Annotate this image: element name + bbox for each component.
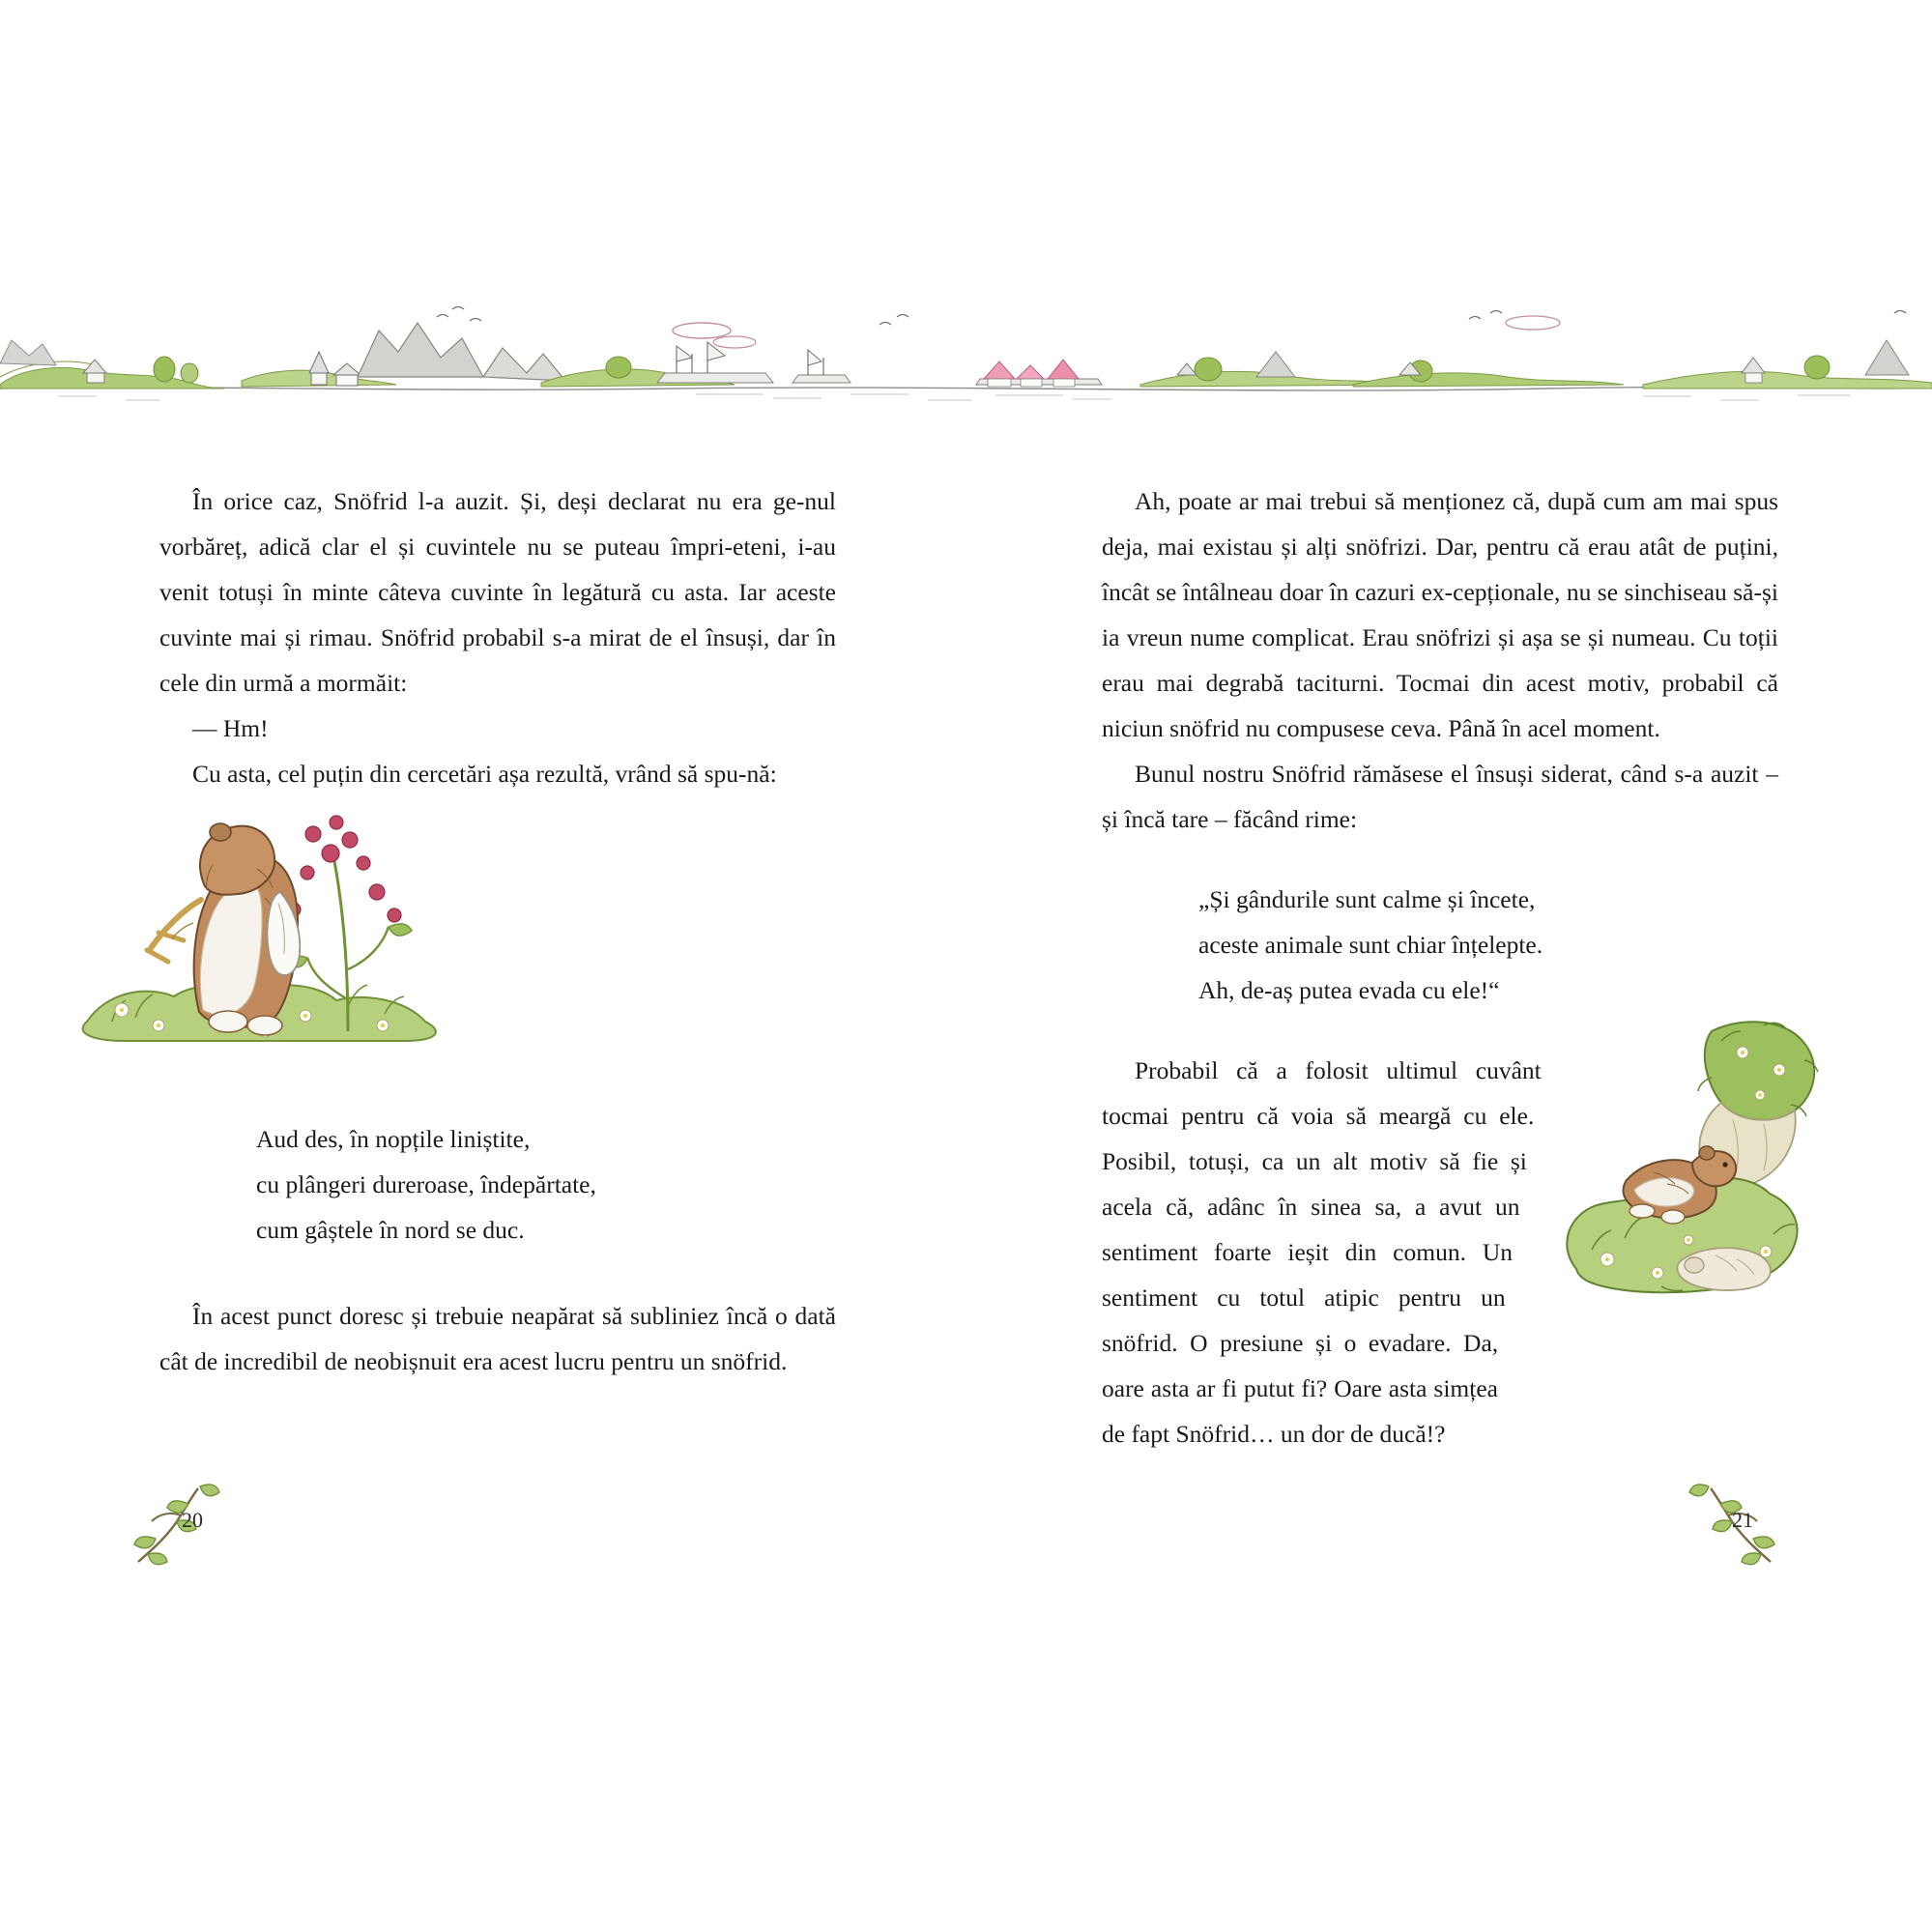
paragraph: Bunul nostru Snöfrid rămăsese el însuși siderat, când s-a auzit – și încă tare – făcând rime: xyxy=(1102,760,1778,833)
page-number-right: 21 xyxy=(1732,1508,1753,1532)
paragraph: În acest punct doresc și trebuie neapărat să subliniez încă o dată cât de incredibil de neobișnuit era acest lucru pentru un snöfrid. xyxy=(159,1302,836,1375)
leaf-sprig-ornament-right xyxy=(1672,1479,1788,1571)
left-page-verse-and-closing xyxy=(159,1116,836,1384)
paragraph: Ah, poate ar mai trebui să menționez că, după cum am mai spus deja, mai existau și alți snöfrizi. Dar, pentru că erau atât de puțini, încât se întâlneau doar în cazuri ex-cepționale, nu se sinchiseau să-și ia vreun nume complicat. Erau snöfrizi și așa se și numeau. Cu toții erau mai degrabă taciturni. Tocmai din acest motiv, probabil că niciun snöfrid nu compusese ceva. Până în acel moment. xyxy=(1102,487,1778,742)
panoramic-landscape-band-illustration xyxy=(0,280,1932,425)
paragraph: — Hm! xyxy=(192,714,269,742)
verse-line: cu plângeri dureroase, îndepărtate, xyxy=(256,1170,596,1198)
verse-block xyxy=(1102,877,1778,1013)
verse-block xyxy=(159,1116,836,1253)
page-number-left: 20 xyxy=(182,1508,203,1532)
paragraph: Probabil că a folosit ultimul cuvânt tocmai pentru că voia să meargă cu ele. Posibil, totuși, ca un alt motiv să fie și acela că, adânc în sinea sa, a avut un sentiment foarte ieșit din comun. Un sentiment cu totul atipic pentru un snöfrid. O presiune și o evadare. Da, oare asta ar fi putut fi? Oare asta simțea de fapt Snöfrid… un dor de ducă!? xyxy=(1102,1056,1542,1448)
leaf-sprig-ornament-left xyxy=(121,1479,237,1571)
paragraph: Cu asta, cel puțin din cercetări așa rezultă, vrând să spu-nă: xyxy=(192,760,777,788)
verse-line: „Și gândurile sunt calme și încete, xyxy=(1198,885,1536,913)
marmot-with-flute-illustration xyxy=(58,768,503,1068)
snofrid-on-island-illustration xyxy=(1484,1010,1889,1339)
left-page-text-column xyxy=(159,478,836,796)
verse-line: aceste animale sunt chiar înțelepte. xyxy=(1198,931,1543,959)
verse-line: Ah, de-aș putea evada cu ele!“ xyxy=(1198,976,1500,1004)
paragraph: În orice caz, Snöfrid l-a auzit. Și, deși declarat nu era ge-nul vorbăreț, adică clar el și cuvintele nu se puteau împri-eteni, i-au venit totuși în minte câteva cuvinte în legătură cu asta. Iar aceste cuvinte mai și rimau. Snöfrid probabil s-a mirat de el însuși, dar în cele din urmă a mormăit: xyxy=(159,487,836,697)
verse-line: Aud des, în nopțile liniștite, xyxy=(256,1125,531,1153)
verse-line: cum gâștele în nord se duc. xyxy=(256,1216,525,1244)
